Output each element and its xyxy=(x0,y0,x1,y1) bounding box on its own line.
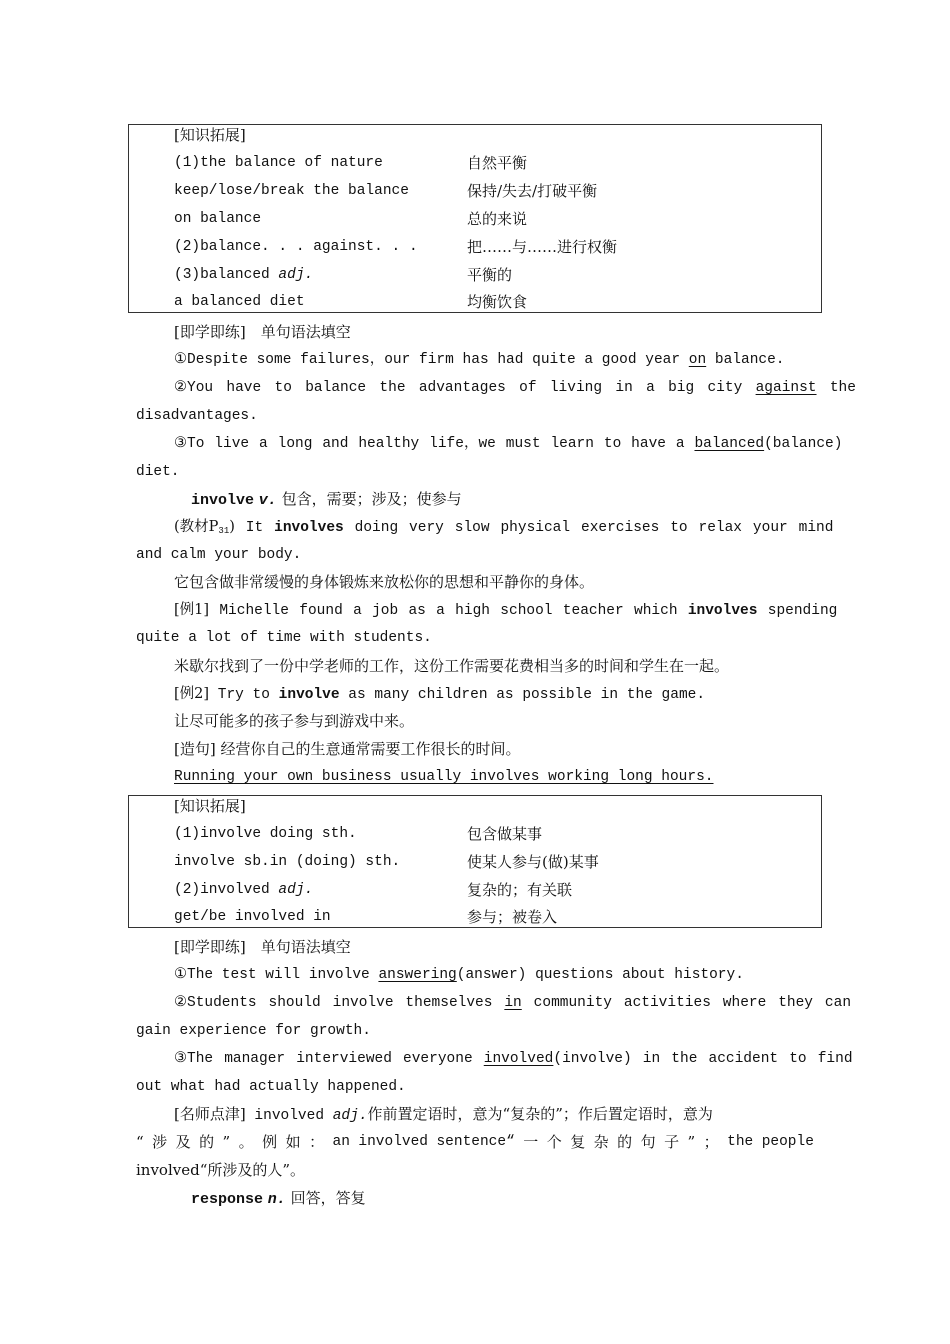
practice1-q3-cont: diet. xyxy=(136,464,180,480)
teacher-tip-token: 例 xyxy=(262,1133,278,1151)
involve-textbook-zh: 它包含做非常缓慢的身体锻炼来放松你的思想和平静你的身体。 xyxy=(174,573,595,591)
box2-row-2-en: involve sb.in (doing) sth. xyxy=(174,854,401,870)
example-2-post: as many children as possible in the game. xyxy=(339,687,706,703)
box2-row-4-zh: 参与；被卷入 xyxy=(467,908,558,926)
practice1-q2-post: the xyxy=(816,380,856,396)
practice1-q3-answer: balanced xyxy=(694,436,765,452)
teacher-tip-token: 的 xyxy=(617,1133,633,1151)
teacher-tip-token: people xyxy=(761,1134,814,1150)
box1-row-3-zh: 总的来说 xyxy=(467,210,528,228)
teacher-tip-line3-text: involved“所涉及的人”。 xyxy=(136,1161,306,1179)
teacher-tip-token: ” xyxy=(687,1133,696,1151)
involve-example-2 xyxy=(174,684,705,705)
box1-row-6-zh: 均衡饮食 xyxy=(467,293,528,311)
practice2-q2-post: community activities where they can xyxy=(521,995,852,1011)
teacher-tip-token: 的 xyxy=(199,1133,215,1151)
teacher-tip-line3 xyxy=(136,1160,305,1180)
entry-response-meaning: 回答，答复 xyxy=(285,1189,366,1207)
box1-row-5-en-pos: adj. xyxy=(278,267,314,283)
box1-row-2-zh: 保持/失去/打破平衡 xyxy=(467,182,598,200)
teacher-tip-pos: adj. xyxy=(332,1108,368,1124)
box1-row-1-zh: 自然平衡 xyxy=(467,154,528,172)
practice1-q3 xyxy=(174,434,842,454)
example-1-label: [例1] xyxy=(174,602,210,618)
box1-row-2-en: keep/lose/break the balance xyxy=(174,183,409,199)
box2-heading: [知识拓展] xyxy=(174,797,246,815)
practice2-q2 xyxy=(174,993,851,1013)
practice2-heading: [即学即练] 单句语法填空 xyxy=(174,938,351,956)
entry-response-word: response xyxy=(191,1191,264,1208)
textbook-label: (教材P xyxy=(174,519,219,535)
practice2-q3-answer: involved xyxy=(483,1051,554,1067)
teacher-tip-token: 涉 xyxy=(152,1133,168,1151)
practice1-q1-text: ①Despite some failures，our firm has had quite a good year xyxy=(174,352,689,368)
example-2-label: [例2] xyxy=(174,686,210,702)
example-1-post: spending xyxy=(757,603,838,619)
practice2-q2-text: ②Students should involve themselves xyxy=(174,995,505,1011)
example-1-pre: Michelle found a job as a high school teacher which xyxy=(209,603,688,619)
practice1-q2-text: ②You have to balance the advantages of living in a big city xyxy=(174,380,756,396)
box1-row-3-en: on balance xyxy=(174,211,262,227)
involve-example-1-cont: quite a lot of time with students. xyxy=(136,630,432,646)
teacher-tip-text: 作前置定语时，意为“复杂的”；作后置定语时，意为 xyxy=(367,1105,713,1123)
textbook-post: doing very slow physical exercises to relax your mind xyxy=(343,520,834,536)
practice2-q1-answer: answering xyxy=(378,967,457,983)
teacher-tip-pre: involved xyxy=(245,1108,333,1124)
teacher-tip-token: 如 xyxy=(285,1133,301,1151)
involve-example-1 xyxy=(174,600,837,621)
involve-textbook-cont: and calm your body. xyxy=(136,547,302,563)
box1-row-4-en: (2)balance. . . against. . . xyxy=(174,239,418,255)
practice1-q1 xyxy=(174,350,785,370)
box1-row-6-en: a balanced diet xyxy=(174,294,305,310)
teacher-tip-token: 句 xyxy=(640,1133,656,1151)
involve-example-1-zh: 米歇尔找到了一份中学老师的工作，这份工作需要花费相当多的时间和学生在一起。 xyxy=(174,657,730,675)
practice1-q3-text: ③To live a long and healthy life，we must learn to have a xyxy=(174,436,695,452)
practice2-q3-text: ③The manager interviewed everyone xyxy=(174,1051,484,1067)
box2-row-3-en xyxy=(174,880,313,900)
practice1-q2-answer: against xyxy=(755,380,817,396)
teacher-tip-token: ” xyxy=(222,1133,231,1151)
practice2-q3-cont: out what had actually happened. xyxy=(136,1079,406,1095)
teacher-tip-token: 及 xyxy=(175,1133,191,1151)
practice2-q1 xyxy=(174,965,744,985)
practice1-q2-cont: disadvantages. xyxy=(136,408,258,424)
practice2-q1-text: ①The test will involve xyxy=(174,967,379,983)
entry-involve-meaning: 包含，需要；涉及；使参与 xyxy=(276,490,462,508)
practice1-q2 xyxy=(174,378,856,398)
practice2-q3 xyxy=(174,1049,853,1069)
practice2-q2-answer: in xyxy=(504,995,522,1011)
make-sentence-zh: 经营你自己的生意通常需要工作很长的时间。 xyxy=(215,740,521,758)
entry-involve-word: involve xyxy=(191,492,255,509)
box1-row-5-zh: 平衡的 xyxy=(467,266,513,284)
teacher-tip-token: the xyxy=(727,1134,754,1150)
teacher-tip-token: sentence“ xyxy=(436,1134,515,1150)
box1-row-5-en xyxy=(174,265,313,285)
entry-response xyxy=(191,1188,366,1210)
example-2-keyword: involve xyxy=(278,687,340,703)
teacher-tip-label: [名师点津] xyxy=(174,1105,246,1123)
box2-row-2-zh: 使某人参与(做)某事 xyxy=(467,853,599,871)
textbook-keyword: involves xyxy=(274,520,344,536)
box1-row-5-en-prefix: (3)balanced xyxy=(174,267,279,283)
teacher-tip-token: an xyxy=(332,1134,350,1150)
box2-row-3-zh: 复杂的；有关联 xyxy=(467,881,573,899)
box2-row-1-zh: 包含做某事 xyxy=(467,825,543,843)
textbook-close: ) xyxy=(229,519,235,535)
box2-row-3-en-prefix: (2)involved xyxy=(174,882,279,898)
practice1-q1-answer: on xyxy=(688,352,707,368)
practice1-heading: [即学即练] 单句语法填空 xyxy=(174,323,351,341)
teacher-tip-token: ； xyxy=(703,1133,719,1151)
practice1-q3-post: (balance) xyxy=(764,436,843,452)
textbook-page: 31 xyxy=(218,526,230,536)
box2-row-1-en: (1)involve doing sth. xyxy=(174,826,357,842)
practice1-q1-post: balance. xyxy=(706,352,785,368)
involve-textbook-sentence xyxy=(174,517,833,541)
teacher-tip-token: ： xyxy=(309,1133,325,1151)
make-sentence-answer: Running your own business usually involves working long hours. xyxy=(174,769,714,785)
teacher-tip-token: 个 xyxy=(546,1133,562,1151)
teacher-tip-token: 一 xyxy=(523,1133,539,1151)
example-2-pre: Try to xyxy=(209,687,279,703)
box1-row-4-zh: 把……与……进行权衡 xyxy=(467,238,618,256)
teacher-tip-token: 杂 xyxy=(593,1133,609,1151)
teacher-tip-token: 。 xyxy=(238,1133,254,1151)
teacher-tip xyxy=(174,1104,713,1126)
practice2-q3-post: (involve) in the accident to find xyxy=(553,1051,853,1067)
box2-row-3-en-pos: adj. xyxy=(278,882,314,898)
entry-involve xyxy=(191,489,462,511)
involve-example-2-zh: 让尽可能多的孩子参与到游戏中来。 xyxy=(174,712,415,730)
practice2-q2-cont: gain experience for growth. xyxy=(136,1023,371,1039)
box1-row-1-en: (1)the balance of nature xyxy=(174,155,383,171)
teacher-tip-token: 复 xyxy=(570,1133,586,1151)
teacher-tip-token: “ xyxy=(136,1133,144,1151)
make-sentence-label: [造句] xyxy=(174,740,216,758)
entry-response-pos: n. xyxy=(267,1191,286,1208)
box2-row-4-en: get/be involved in xyxy=(174,909,331,925)
teacher-tip-line2 xyxy=(136,1132,814,1152)
teacher-tip-token: involved xyxy=(358,1134,429,1150)
textbook-pre: It xyxy=(234,520,275,536)
teacher-tip-token: 子 xyxy=(664,1133,680,1151)
involve-make-sentence xyxy=(174,739,521,759)
entry-involve-pos: v. xyxy=(258,492,277,509)
practice2-q1-post: (answer) questions about history. xyxy=(456,967,744,983)
example-1-keyword: involves xyxy=(687,603,758,619)
box1-heading: [知识拓展] xyxy=(174,126,246,144)
